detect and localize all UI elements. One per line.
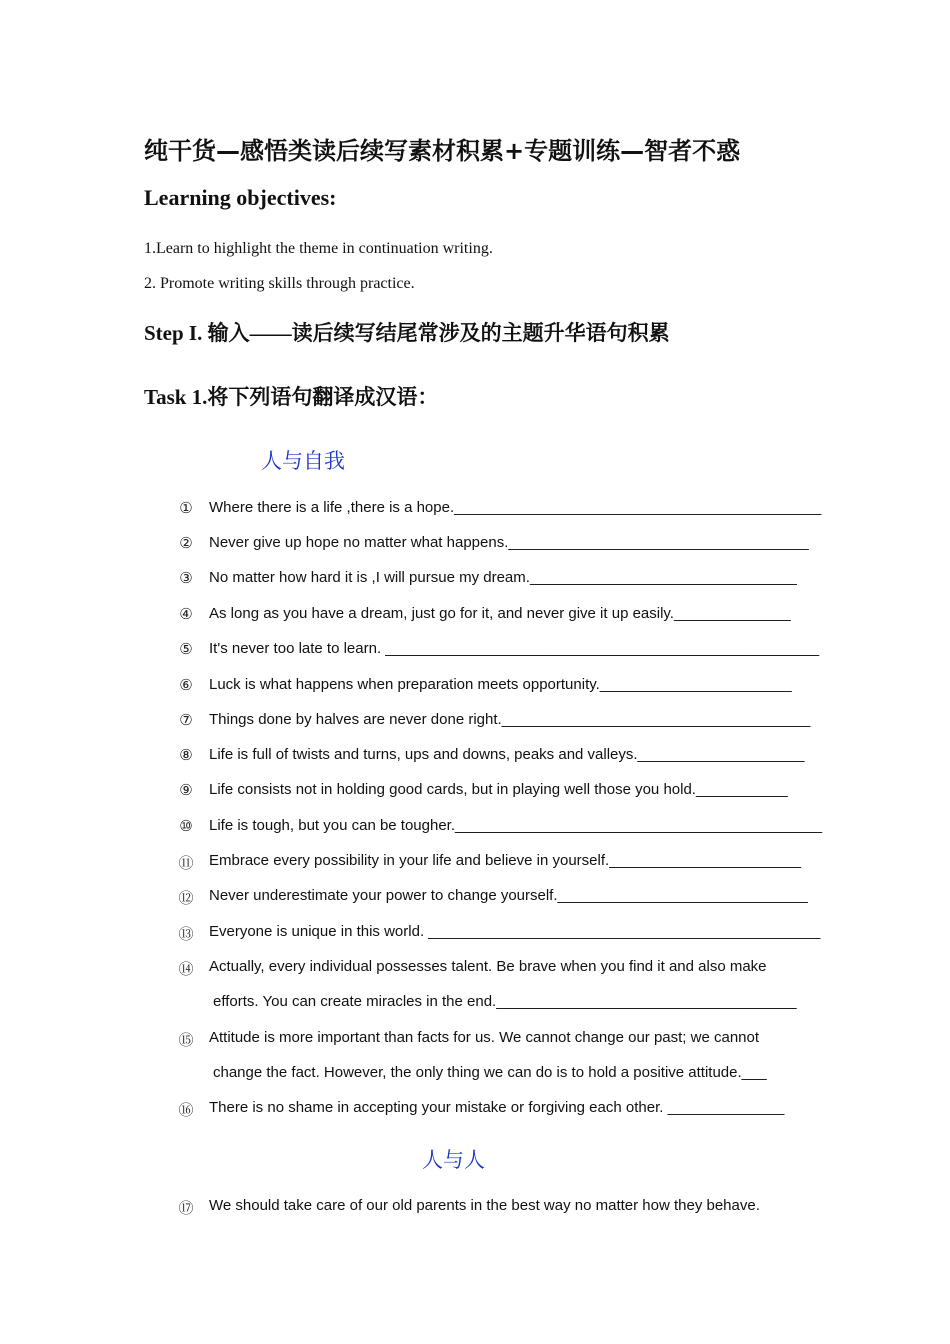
sentence-number: ① (179, 499, 193, 517)
sentence-number: ⑮ (178, 1031, 194, 1049)
sentence-text: No matter how hard it is ,I will pursue my dream.________________________________ (209, 569, 797, 586)
sentence-number: ⑬ (178, 925, 194, 943)
section-heading-people: 人与人 (422, 1148, 485, 1172)
sentence-number: ⑯ (178, 1101, 194, 1119)
sentence-text: We should take care of our old parents in the best way no matter how they behave. (209, 1197, 760, 1214)
sentence-number: ⑭ (178, 960, 194, 978)
sentence-number: ⑰ (178, 1199, 194, 1217)
objective-item-1: 1.Learn to highlight the theme in continuation writing. (144, 240, 493, 257)
sentence-number: ⑩ (179, 817, 193, 835)
sentence-text: Never give up hope no matter what happens.____________________________________ (209, 534, 809, 551)
sentence-number: ⑥ (179, 676, 193, 694)
section-heading-self: 人与自我 (261, 449, 345, 473)
sentence-number: ② (179, 534, 193, 552)
sentence-number: ⑪ (178, 854, 194, 872)
sentence-text: Things done by halves are never done right._____________________________________ (209, 711, 811, 728)
sentence-number: ④ (179, 605, 193, 623)
objectives-heading: Learning objectives: (144, 185, 337, 210)
objective-item-2: 2. Promote writing skills through practice. (144, 275, 415, 292)
sentence-number: ③ (179, 569, 193, 587)
sentence-text: Life is tough, but you can be tougher.____________________________________________ (209, 817, 823, 834)
sentence-text: Life is full of twists and turns, ups and downs, peaks and valleys.____________________ (209, 746, 805, 763)
sentence-text: Embrace every possibility in your life and believe in yourself._______________________ (209, 852, 802, 869)
sentence-number: ⑦ (179, 711, 193, 729)
sentence-text: Where there is a life ,there is a hope.____________________________________________ (209, 499, 822, 516)
task-1-heading: Task 1.将下列语句翻译成汉语： (144, 385, 439, 409)
sentence-text: As long as you have a dream, just go for it, and never give it up easily.______________ (209, 605, 791, 622)
sentence-text: Attitude is more important than facts for us. We cannot change our past; we cannot (209, 1029, 760, 1046)
sentence-number: ⑤ (179, 640, 193, 658)
document-title: 纯干货—感悟类读后续写素材积累+专题训练—智者不惑 (144, 137, 741, 165)
sentence-text: Luck is what happens when preparation meets opportunity._______________________ (209, 676, 792, 693)
sentence-number: ⑨ (179, 781, 193, 799)
sentence-text: It's never too late to learn. ____________________________________________________ (209, 640, 820, 657)
sentence-text: Actually, every individual possesses talent. Be brave when you find it and also make (209, 958, 767, 975)
sentence-text-continued: change the fact. However, the only thing we can do is to hold a positive attitude.___ (213, 1064, 767, 1081)
sentence-number: ⑧ (179, 746, 193, 764)
sentence-text: Everyone is unique in this world. _______________________________________________ (209, 923, 821, 940)
step-1-heading: Step I. 输入——读后续写结尾常涉及的主题升华语句积累 (144, 321, 670, 345)
sentence-number: ⑫ (178, 889, 194, 907)
sentence-text: There is no shame in accepting your mistake or forgiving each other. ______________ (209, 1099, 785, 1116)
sentence-text: Never underestimate your power to change yourself.______________________________ (209, 887, 808, 904)
sentence-text-continued: efforts. You can create miracles in the end.____________________________________ (213, 993, 797, 1010)
sentence-text: Life consists not in holding good cards, but in playing well those you hold.___________ (209, 781, 788, 798)
